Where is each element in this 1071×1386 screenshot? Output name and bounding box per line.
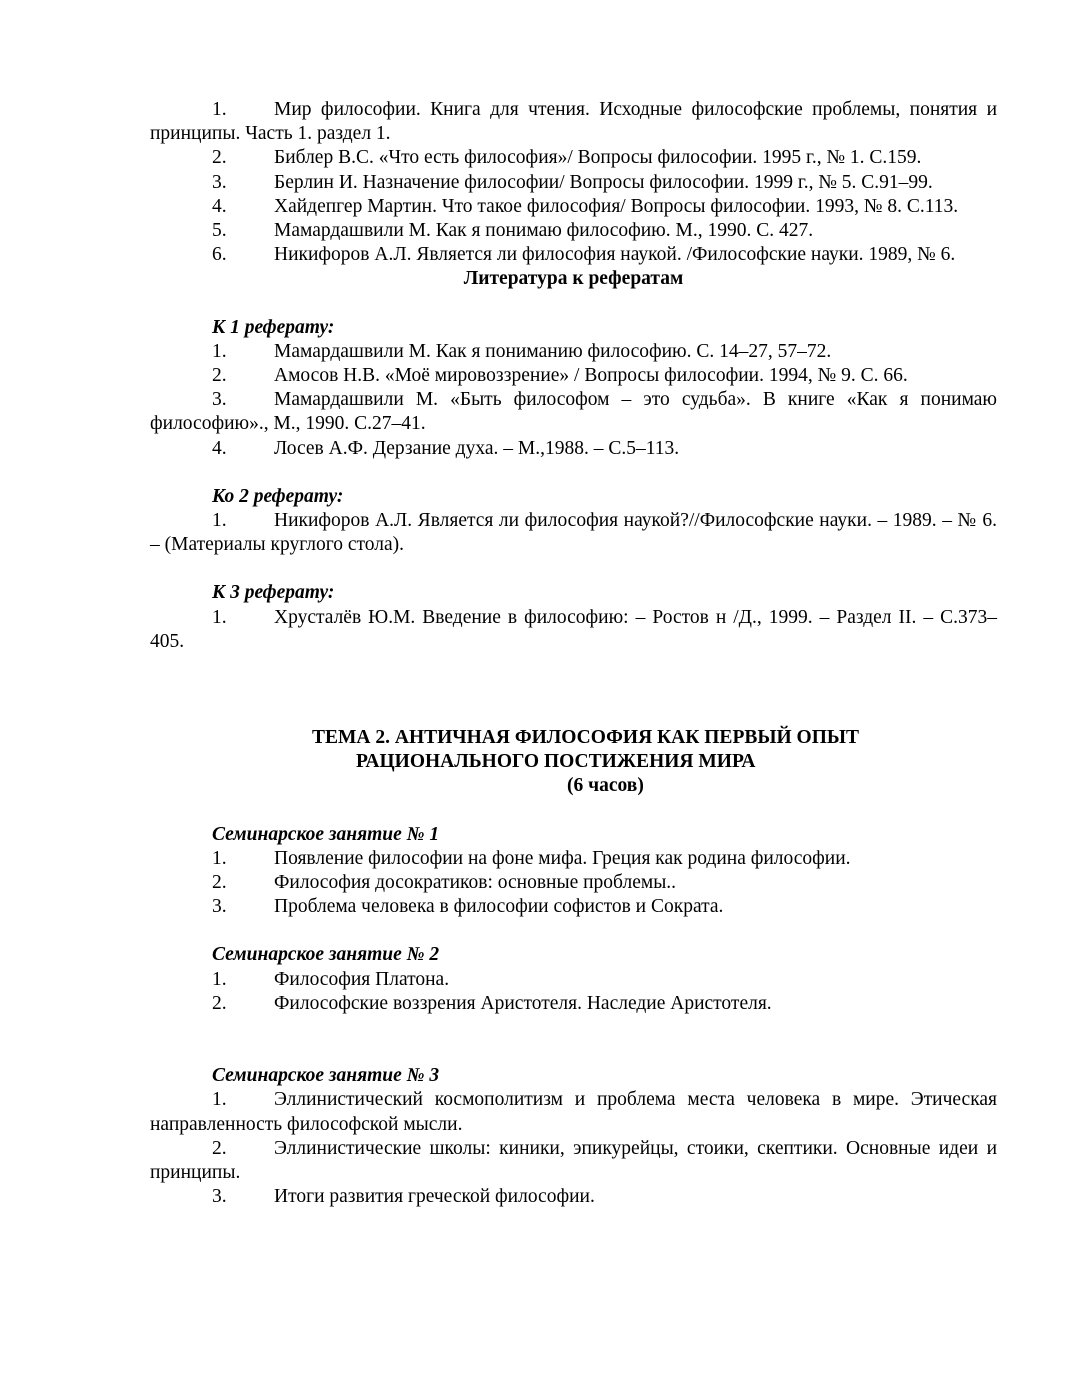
list-item: 3. Мамардашвили М. «Быть философом – это судьба». В книге «Как я понимаю философию»., М., 1990. С.27–41.: [150, 389, 997, 435]
main-list: [150, 98, 997, 267]
literature-heading: Литература к рефератам: [463, 268, 684, 290]
list-item: 1. Мир философии. Книга для чтения. Исходные философские проблемы, понятия и принципы. Часть 1. раздел 1.: [150, 99, 997, 145]
document-page: [150, 98, 997, 1209]
topic-hours: (6 часов): [567, 775, 644, 797]
list-item: 1. Мамардашвили М. Как я пониманию философию. С. 14–27, 57–72.: [212, 340, 832, 362]
list-item: 3. Берлин И. Назначение философии/ Вопросы философии. 1999 г., № 5. С.91–99.: [212, 171, 933, 193]
list-item: 1. Хрусталёв Ю.М. Введение в философию: – Ростов н /Д., 1999. – Раздел II. – С.373–405.: [150, 606, 997, 652]
ref1-title: К 1 реферату:: [212, 316, 335, 338]
topic-title: [150, 726, 997, 799]
list-item: 4. Хайдепгер Мартин. Что такое философия/ Вопросы философии. 1993, № 8. С.113.: [212, 195, 959, 217]
list-item: 2. Философские воззрения Аристотеля. Наследие Аристотеля.: [212, 992, 772, 1014]
list-item: 2. Библер В.С. «Что есть философия»/ Вопросы философии. 1995 г., № 1. С.159.: [212, 147, 922, 169]
list-item: 1. Философия Платона.: [212, 968, 450, 990]
list-item: 6. Никифоров А.Л. Является ли философия наукой. /Философские науки. 1989, № 6.: [212, 244, 956, 266]
topic-line-1: ТЕМА 2. АНТИЧНАЯ ФИЛОСОФИЯ КАК ПЕРВЫЙ ОПЫТ: [312, 727, 860, 749]
list-item: 4. Лосев А.Ф. Дерзание духа. – М.,1988. – С.5–113.: [212, 437, 680, 459]
list-item: 3. Итоги развития греческой философии.: [212, 1186, 595, 1208]
list-item: 2. Философия досократиков: основные проблемы..: [212, 872, 677, 894]
list-item: 1. Появление философии на фоне мифа. Греция как родина философии.: [212, 847, 851, 869]
topic-line-2: РАЦИОНАЛЬНОГО ПОСТИЖЕНИЯ МИРА: [356, 751, 756, 773]
list-item: 3. Проблема человека в философии софистов и Сократа.: [212, 896, 724, 918]
list-item: 2. Эллинистические школы: киники, эпикурейцы, стоики, скептики. Основные идеи и принципы.: [150, 1137, 997, 1183]
seminar-1-title: Семинарское занятие № 1: [212, 823, 440, 845]
ref2-title: Ко 2 реферату:: [212, 485, 344, 507]
list-item: 2. Амосов Н.В. «Моё мировоззрение» / Вопросы философии. 1994, № 9. С. 66.: [212, 365, 908, 387]
ref3-title: К 3 реферату:: [212, 582, 335, 604]
list-item: 1. Эллинистический космополитизм и проблема места человека в мире. Этическая направленность философской мысли.: [150, 1089, 997, 1135]
seminar-3-title: Семинарское занятие № 3: [212, 1065, 440, 1087]
list-item: 5. Мамардашвили М. Как я понимаю философию. М., 1990. С. 427.: [212, 220, 814, 242]
seminar-2-title: Семинарское занятие № 2: [212, 944, 440, 966]
list-item: 1. Никифоров А.Л. Является ли философия наукой?//Философские науки. – 1989. – № 6. – (Материалы круглого стола).: [150, 510, 997, 556]
